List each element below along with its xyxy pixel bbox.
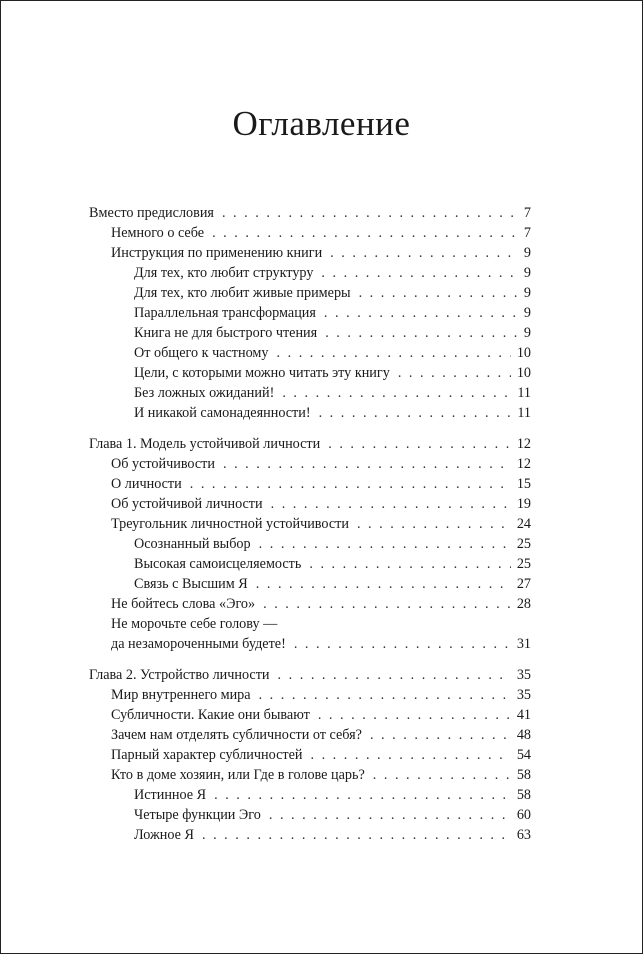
- toc-entry-title: И никакой самонадеянности!: [134, 405, 311, 421]
- toc-entry-title: Об устойчивой личности: [111, 496, 263, 512]
- toc-entry-page: 7: [523, 205, 531, 221]
- toc-entry-title: Немного о себе: [111, 225, 205, 241]
- dot-leader: [259, 534, 511, 554]
- dot-leader: [271, 494, 511, 514]
- dot-leader: [214, 785, 511, 805]
- toc-entry[interactable]: [89, 705, 531, 725]
- toc-entry[interactable]: [89, 243, 531, 263]
- toc-entry-page: 7: [523, 225, 531, 241]
- toc-entry-title: Ложное Я: [134, 827, 194, 843]
- toc-entry-title: О личности: [111, 476, 182, 492]
- dot-leader: [324, 303, 518, 323]
- dot-leader: [223, 454, 511, 474]
- toc-entry[interactable]: [89, 725, 531, 745]
- dot-leader: [202, 825, 511, 845]
- dot-leader: [278, 665, 511, 685]
- toc-entry-title: Книга не для быстрого чтения: [134, 325, 318, 341]
- toc-entry-title: Зачем нам отделять субличности от себя?: [111, 727, 362, 743]
- toc-entry[interactable]: [89, 614, 531, 634]
- toc-entry-page: 31: [516, 636, 531, 652]
- table-of-contents: [89, 203, 531, 856]
- toc-entry-title: Высокая самоисцеляемость: [134, 556, 302, 572]
- toc-entry-page: 9: [523, 265, 531, 281]
- dot-leader: [319, 403, 512, 423]
- toc-entry-title: Кто в доме хозяин, или Где в голове царь?: [111, 767, 365, 783]
- dot-leader: [190, 474, 511, 494]
- dot-leader: [277, 343, 511, 363]
- dot-leader: [269, 805, 511, 825]
- toc-entry-title: Четыре функции Эго: [134, 807, 261, 823]
- toc-entry-page: 10: [516, 345, 531, 361]
- toc-entry-title: Вместо предисловия: [89, 205, 214, 221]
- dot-leader: [373, 765, 511, 785]
- toc-entry[interactable]: [89, 765, 531, 785]
- toc-entry[interactable]: [89, 403, 531, 423]
- dot-leader: [370, 725, 511, 745]
- toc-entry-page: 58: [516, 767, 531, 783]
- toc-entry-page: 24: [516, 516, 531, 532]
- toc-entry[interactable]: [89, 203, 531, 223]
- toc-entry-title: Парный характер субличностей: [111, 747, 303, 763]
- toc-entry-page: 48: [516, 727, 531, 743]
- toc-entry-page: 54: [516, 747, 531, 763]
- toc-entry-page: 25: [516, 536, 531, 552]
- toc-entry-page: 35: [516, 667, 531, 683]
- toc-entry-page: 15: [516, 476, 531, 492]
- dot-leader: [328, 434, 511, 454]
- page-title: Оглавление: [232, 104, 411, 143]
- toc-entry-title: Без ложных ожиданий!: [134, 385, 275, 401]
- toc-entry-page: 25: [516, 556, 531, 572]
- dot-leader: [263, 594, 511, 614]
- toc-entry-title: Связь с Высшим Я: [134, 576, 248, 592]
- toc-entry-page: 11: [517, 405, 531, 421]
- toc-entry-page: 63: [516, 827, 531, 843]
- toc-section: [89, 203, 531, 423]
- toc-entry-title: Для тех, кто любит живые примеры: [134, 285, 351, 301]
- toc-entry[interactable]: [89, 574, 531, 594]
- toc-entry-page: 41: [516, 707, 531, 723]
- toc-entry-title: Треугольник личностной устойчивости: [111, 516, 349, 532]
- toc-entry-page: 9: [523, 325, 531, 341]
- dot-leader: [318, 705, 511, 725]
- toc-entry-page: 12: [516, 436, 531, 452]
- toc-entry-page: 28: [516, 596, 531, 612]
- toc-section: [89, 434, 531, 654]
- toc-entry[interactable]: [89, 594, 531, 614]
- toc-entry[interactable]: [89, 554, 531, 574]
- toc-entry[interactable]: [89, 383, 531, 403]
- dot-leader: [309, 554, 510, 574]
- toc-entry-title: От общего к частному: [134, 345, 269, 361]
- toc-entry-title: Инструкция по применению книги: [111, 245, 323, 261]
- dot-leader: [294, 634, 511, 654]
- toc-entry-page: 9: [523, 245, 531, 261]
- toc-entry-page: 10: [516, 365, 531, 381]
- toc-entry-page: 58: [516, 787, 531, 803]
- toc-entry[interactable]: [89, 514, 531, 534]
- toc-entry-title: Мир внутреннего мира: [111, 687, 251, 703]
- toc-entry-page: 11: [517, 385, 531, 401]
- toc-entry-page: 35: [516, 687, 531, 703]
- toc-entry[interactable]: [89, 283, 531, 303]
- toc-entry-title: Субличности. Какие они бывают: [111, 707, 310, 723]
- dot-leader: [310, 745, 510, 765]
- toc-entry-title: Не бойтесь слова «Эго»: [111, 596, 256, 612]
- toc-entry[interactable]: [89, 634, 531, 654]
- dot-leader: [359, 283, 518, 303]
- toc-entry-page: 9: [523, 285, 531, 301]
- dot-leader: [330, 243, 518, 263]
- toc-entry-title: Осознанный выбор: [134, 536, 251, 552]
- toc-entry[interactable]: [89, 454, 531, 474]
- toc-entry-title: Глава 1. Модель устойчивой личности: [89, 436, 321, 452]
- toc-entry[interactable]: [89, 263, 531, 283]
- toc-entry-page: 12: [516, 456, 531, 472]
- toc-entry-title: Истинное Я: [134, 787, 207, 803]
- toc-entry[interactable]: [89, 474, 531, 494]
- toc-entry-page: 9: [523, 305, 531, 321]
- toc-entry[interactable]: [89, 363, 531, 383]
- dot-leader: [398, 363, 511, 383]
- toc-entry[interactable]: [89, 434, 531, 454]
- toc-entry-title: да незамороченными будете!: [111, 636, 286, 652]
- dot-leader: [259, 685, 511, 705]
- toc-entry[interactable]: [89, 494, 531, 514]
- toc-entry-title: Об устойчивости: [111, 456, 215, 472]
- toc-section: [89, 665, 531, 845]
- toc-entry[interactable]: [89, 223, 531, 243]
- toc-entry-title: Не морочьте себе голову —: [111, 616, 278, 632]
- toc-entry[interactable]: [89, 665, 531, 685]
- dot-leader: [222, 203, 518, 223]
- dot-leader: [282, 383, 511, 403]
- toc-entry-page: 60: [516, 807, 531, 823]
- toc-entry-page: 19: [516, 496, 531, 512]
- toc-entry[interactable]: [89, 534, 531, 554]
- dot-leader: [321, 263, 517, 283]
- dot-leader: [256, 574, 511, 594]
- toc-entry[interactable]: [89, 303, 531, 323]
- toc-entry-title: Глава 2. Устройство личности: [89, 667, 270, 683]
- toc-entry-title: Цели, с которыми можно читать эту книгу: [134, 365, 390, 381]
- toc-entry-title: Параллельная трансформация: [134, 305, 316, 321]
- toc-entry[interactable]: [89, 785, 531, 805]
- toc-entry[interactable]: [89, 343, 531, 363]
- toc-entry[interactable]: [89, 805, 531, 825]
- dot-leader: [212, 223, 518, 243]
- toc-entry-page: 27: [516, 576, 531, 592]
- toc-entry[interactable]: [89, 685, 531, 705]
- toc-entry[interactable]: [89, 323, 531, 343]
- dot-leader: [325, 323, 518, 343]
- toc-entry-title: Для тех, кто любит структуру: [134, 265, 314, 281]
- dot-leader: [357, 514, 511, 534]
- toc-entry[interactable]: [89, 825, 531, 845]
- toc-entry[interactable]: [89, 745, 531, 765]
